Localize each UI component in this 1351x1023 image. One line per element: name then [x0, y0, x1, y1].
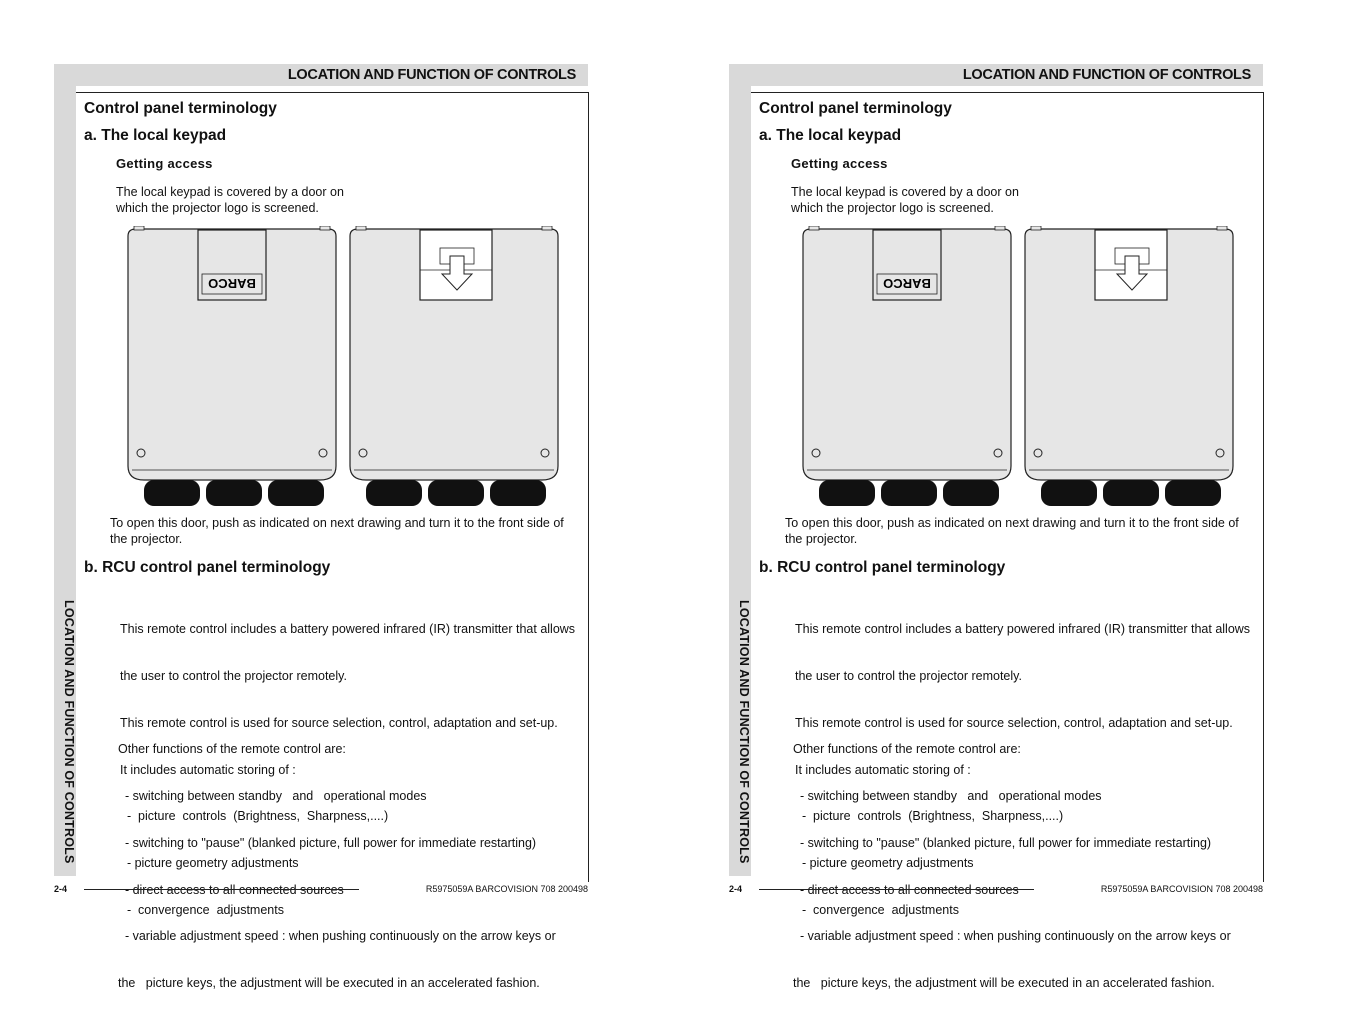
projector-closed-door — [803, 226, 1011, 506]
text-line: This remote control includes a battery powered infrared (IR) transmitter that allows — [795, 622, 1251, 637]
door-paragraph — [110, 516, 564, 547]
text-line: The local keypad is covered by a door on — [791, 185, 1019, 199]
text-line: This remote control is used for source selection, control, adaptation and set-up. — [120, 715, 558, 730]
list-item: - switching between standby and operational modes — [793, 788, 1102, 803]
heading-control-panel: Control panel terminology — [84, 100, 277, 117]
intro-paragraph — [791, 185, 1019, 216]
heading-local-keypad: a. The local keypad — [84, 127, 227, 144]
text-line: the picture keys, the adjustment will be executed in an accelerated fashion. — [118, 976, 540, 991]
page-number: 2-4 — [54, 884, 68, 894]
barco-logo: BARCO — [883, 276, 931, 291]
frame-line-top — [751, 92, 1264, 93]
document-reference: R5975059A BARCOVISION 708 200498 — [1100, 884, 1263, 894]
manual-page-right — [729, 0, 1289, 991]
text-line: which the projector logo is screened. — [791, 200, 994, 215]
footer-rule — [759, 889, 1034, 890]
text-line: This remote control is used for source selection, control, adaptation and set-up. — [795, 715, 1233, 730]
text-line: It includes automatic storing of : — [120, 762, 296, 777]
intro-paragraph — [116, 185, 344, 216]
text-line: To open this door, push as indicated on next drawing and turn it to the front side of — [785, 516, 1239, 530]
barco-logo: BARCO — [208, 276, 256, 291]
side-title: LOCATION AND FUNCTION OF CONTROLS — [737, 600, 751, 864]
projector-keypad-figure — [124, 226, 564, 516]
frame-line-top — [76, 92, 589, 93]
list-item: - variable adjustment speed : when pushing continuously on the arrow keys or — [118, 929, 556, 944]
text-line: which the projector logo is screened. — [116, 200, 319, 215]
text-line: It includes automatic storing of : — [795, 762, 971, 777]
list-item: - direct access to all connected sources — [793, 882, 1019, 897]
other-functions-paragraph — [793, 711, 1231, 1023]
document-reference: R5975059A BARCOVISION 708 200498 — [425, 884, 588, 894]
list-item: - variable adjustment speed : when pushing continuously on the arrow keys or — [793, 929, 1231, 944]
text-line: the user to control the projector remotely. — [795, 668, 1022, 683]
text-line: Other functions of the remote control are: — [118, 742, 346, 757]
frame-line-right — [1263, 92, 1264, 882]
list-item: - convergence adjustments — [795, 902, 959, 917]
projector-keypad-figure — [799, 226, 1239, 516]
text-line: the projector. — [785, 531, 858, 546]
subheading-getting-access: Getting access — [116, 156, 213, 171]
projector-open-door — [350, 226, 558, 506]
text-line: the picture keys, the adjustment will be executed in an accelerated fashion. — [793, 976, 1215, 991]
projector-closed-door — [128, 226, 336, 506]
list-item: - direct access to all connected sources — [118, 882, 344, 897]
heading-control-panel: Control panel terminology — [759, 100, 952, 117]
subheading-getting-access: Getting access — [791, 156, 888, 171]
text-line: To open this door, push as indicated on next drawing and turn it to the front side of — [110, 516, 564, 530]
text-line: the user to control the projector remotely. — [120, 668, 347, 683]
text-line: Other functions of the remote control are: — [793, 742, 1021, 757]
text-line: The local keypad is covered by a door on — [116, 185, 344, 199]
text-line: the projector. — [110, 531, 183, 546]
page-number: 2-4 — [729, 884, 743, 894]
text-line: This remote control includes a battery powered infrared (IR) transmitter that allows — [120, 622, 576, 637]
heading-rcu: b. RCU control panel terminology — [84, 559, 331, 576]
side-title: LOCATION AND FUNCTION OF CONTROLS — [62, 600, 76, 864]
list-item: - switching between standby and operational modes — [118, 788, 427, 803]
footer-rule — [84, 889, 359, 890]
list-item: - convergence adjustments — [120, 902, 284, 917]
header-title: LOCATION AND FUNCTION OF CONTROLS — [962, 67, 1251, 83]
door-paragraph — [785, 516, 1239, 547]
list-item: - switching to "pause" (blanked picture, full power for immediate restarting) — [793, 835, 1212, 850]
frame-line-right — [588, 92, 589, 882]
heading-local-keypad: a. The local keypad — [759, 127, 902, 144]
list-item: - picture geometry adjustments — [120, 856, 299, 871]
manual-page-left — [54, 0, 614, 991]
list-item: - switching to "pause" (blanked picture, full power for immediate restarting) — [118, 835, 537, 850]
list-item: - picture controls (Brightness, Sharpness,....) — [795, 809, 1064, 824]
heading-rcu: b. RCU control panel terminology — [759, 559, 1006, 576]
projector-open-door — [1025, 226, 1233, 506]
header-band — [751, 64, 1263, 86]
list-item: - picture controls (Brightness, Sharpness,....) — [120, 809, 389, 824]
header-band — [76, 64, 588, 86]
header-title: LOCATION AND FUNCTION OF CONTROLS — [287, 67, 576, 83]
list-item: - picture geometry adjustments — [795, 856, 974, 871]
other-functions-paragraph — [118, 711, 556, 1023]
